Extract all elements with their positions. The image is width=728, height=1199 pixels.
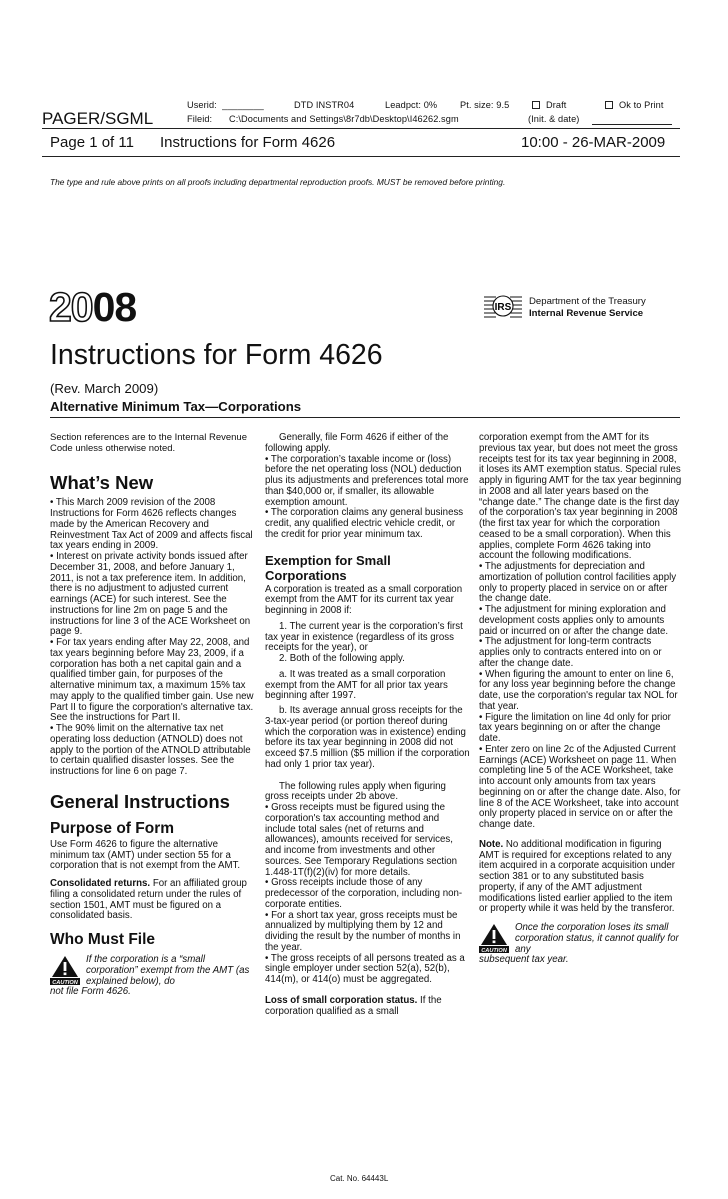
loss-of-status: Loss of small corporation status. If the corporation qualified as a small — [265, 994, 442, 1017]
gross-receipts-bullet: • Gross receipts must be figured using the corporation's tax accounting method and include total sales (net of returns and allowances), amounts received for services, and income from investments and other sources. See Temporary Regulations section 1.448-1T(f)(2)(iv) for more details. — [265, 802, 458, 878]
svg-text:IRS: IRS — [494, 302, 512, 313]
proof-fileid-label: Fileid: — [187, 114, 213, 124]
dept-treasury: Department of the Treasury — [529, 296, 646, 307]
caution-icon — [479, 923, 509, 953]
caution-note — [479, 923, 682, 955]
heading-general-instructions: General Instructions — [50, 790, 230, 812]
proof-init-date: (Init. & date) — [528, 114, 580, 124]
consolidated-returns: Consolidated returns. For an affiliated group filing a consolidated return under the rules of section 1501, AMT must be figured on a consolidated basis. — [50, 878, 247, 922]
column-1 — [50, 433, 256, 998]
exemption-text: A corporation is treated as a small corporation exempt from the AMT for its current tax year beginning in 2008 if: — [265, 583, 463, 616]
proof-doc-title: Instructions for Form 4626 — [160, 134, 336, 151]
gross-receipts-bullet: • For a short tax year, gross receipts must be annualized by multiplying them by 12 and dividing the result by the number of months in the year. — [265, 909, 461, 953]
heading-who-must-file: Who Must File — [50, 931, 156, 949]
proof-fileid: C:\Documents and Settings\8r7db\Desktop\I46262.sgm — [229, 114, 459, 124]
svg-text:CAUTION: CAUTION — [481, 948, 507, 953]
pager-sgml: PAGER/SGML — [42, 109, 154, 128]
irs-eagle-logo — [482, 291, 524, 330]
proof-rule-top — [42, 128, 680, 129]
caution-text: Once the corporation loses its small corporation status, it cannot qualify for any — [515, 922, 679, 955]
whats-new-bullet: • For tax years ending after May 22, 2008, and tax years beginning before May 23, 2009, if a corporation has both a net capital gain and a qualified timber gain, for purposes of the alternative minimum tax, a maximum 15% tax may apply to the qualified timber gain. Use new Part II to figure the corporation's alternative tax. See the instructions for Part II. — [50, 637, 254, 724]
proof-dtd: DTD INSTR04 — [294, 100, 355, 110]
heading-purpose-of-form: Purpose of Form — [50, 819, 175, 837]
modification-bullet: • The adjustment for long-term contracts applies only to contracts entered into on or after the change date. — [479, 636, 662, 669]
whats-new-bullet: • This March 2009 revision of the 2008 Instructions for Form 4626 reflects changes made by the American Recovery and Reinvestment Tax Act of 2009 and affects fiscal tax years ending in 2009. — [50, 497, 253, 552]
note-paragraph: Note. No additional modification in figuring AMT is required for exceptions related to any item acquired in a corporate acquisition under section 381 or to any substituted basis property, if any of the AMT adjustment modifications listed earlier applied to the item or property while it was held by the transferor. — [479, 838, 676, 915]
filing-bullet: • The corporation claims any general business credit, any qualified electric vehicle credit, or the credit for prior year minimum tax. — [265, 507, 464, 540]
proof-leadpct: Leadpct: 0% — [385, 100, 438, 110]
checkbox-icon — [532, 101, 540, 109]
proof-rule-bottom — [42, 156, 680, 157]
draft-checkbox[interactable]: Draft — [532, 100, 566, 110]
proof-page: Page 1 of 11 — [50, 134, 134, 151]
proof-userid: Userid: ________ — [187, 100, 264, 110]
irs-name: Internal Revenue Service — [529, 308, 644, 319]
column-3 — [479, 433, 682, 966]
column-2 — [265, 433, 471, 1017]
init-rule — [592, 124, 672, 125]
proof-note: The type and rule above prints on all proofs including departmental reproduction proofs. MUST be removed before printing. — [50, 177, 506, 187]
catalog-number: Cat. No. 64443L — [330, 1174, 389, 1183]
purpose-text: Use Form 4626 to figure the alternative minimum tax (AMT) under section 55 for a corporation that is not exempt from the AMT. — [50, 838, 241, 872]
whats-new-bullet: • The 90% limit on the alternative tax net operating loss deduction (ATNOLD) does not apply to the portion of the ATNOLD attributable to certain qualified disaster losses. See the instructions for line 6 on page 7. — [50, 723, 251, 778]
heading-whats-new: What’s New — [50, 472, 154, 494]
header-rule — [50, 417, 680, 418]
page-title: Instructions for Form 4626 — [50, 339, 383, 371]
change-date-text: corporation exempt from the AMT for its previous tax year, but does not meet the gross receipts test for its tax year beginning in 2008, it loses its AMT exemption status. Special rules apply in figuring AMT for the tax year beginning in 2008 and all later years based on the “change date.” The change date is the first day of the corporation’s tax year beginning in 2008 (the first tax year for which the corporation ceased to be a small corporation). When this applies, complete Form 4626 taking into account the following modifications. — [479, 432, 682, 562]
gross-receipts-bullet: • The gross receipts of all persons treated as a single employer under section 52(a), 52(b), 414(m), or 414(o) must be aggregated. — [265, 952, 465, 985]
svg-text:CAUTION: CAUTION — [52, 980, 78, 986]
modification-bullet: • Figure the limitation on line 4d only for prior tax years beginning on or after the change date. — [479, 711, 671, 744]
modification-bullet: • The adjustment for mining exploration and development costs applies only to amounts paid or incurred on or after the change date. — [479, 604, 669, 637]
intro-text: Section references are to the Internal Revenue Code unless otherwise noted. — [50, 432, 247, 454]
heading-exemption: Exemption for Small Corporations — [265, 552, 391, 583]
year-mark: 2008 — [49, 284, 137, 330]
revision-date: (Rev. March 2009) — [50, 381, 159, 396]
filing-bullet: • The corporation’s taxable income or (loss) before the net operating loss (NOL) deduction plus its adjustments and preferences total more than $40,000 or, if smaller, its allowable exemption amount. — [265, 453, 469, 508]
whats-new-bullet: • Interest on private activity bonds issued after December 31, 2008, and before January 1, 2011, is not a tax preference item. In addition, there is no adjustment to adjusted current earnings (ACE) for such interest. See the instructions for line 2m on page 5 and the instructions for line 3 of the ACE Worksheet on page 9. — [50, 551, 251, 638]
proof-ptsize: Pt. size: 9.5 — [460, 100, 510, 110]
gross-receipts-rules: The following rules apply when figuring gross receipts under 2b above. — [265, 780, 446, 803]
exemption-item-2: 2. Both of the following apply. — [279, 653, 405, 664]
exemption-item-1: 1. The current year is the corporation’s first tax year in existence (regardless of its gross receipts for the year), or — [265, 620, 463, 654]
caution-icon — [50, 955, 80, 985]
ok-to-print-checkbox[interactable]: Ok to Print — [605, 100, 664, 110]
checkbox-icon — [605, 101, 613, 109]
proof-timestamp: 10:00 - 26-MAR-2009 — [521, 134, 666, 151]
caution-text-cont: not file Form 4626. — [50, 986, 131, 998]
gross-receipts-bullet: • Gross receipts include those of any predecessor of the corporation, including non-corporate entities. — [265, 877, 463, 910]
caution-note — [50, 955, 256, 987]
modification-bullet: • Enter zero on line 2c of the Adjusted Current Earnings (ACE) Worksheet on page 11. When completing line 5 of the ACE Worksheet, take into account only amounts from tax years beginning on or after the change date. Also, for line 8 of the ACE Worksheet, take into account only property placed in service on or after the change date. — [479, 743, 681, 830]
filing-requirement: Generally, file Form 4626 if either of the following apply. — [265, 432, 449, 454]
exemption-item-2a: a. It was treated as a small corporation exempt from the AMT for all prior tax years beginning after 1997. — [265, 668, 448, 702]
modification-bullet: • The adjustments for depreciation and amortization of pollution control facilities apply only to property placed in service on or after the change date. — [479, 561, 677, 605]
caution-text: If the corporation is a “small corporation” exempt from the AMT (as explained below), do — [86, 954, 250, 987]
subtitle: Alternative Minimum Tax—Corporations — [50, 399, 302, 414]
caution-text-cont: subsequent tax year. — [479, 954, 569, 966]
modification-bullet: • When figuring the amount to enter on line 6, for any loss year beginning before the change date, use the corporation's regular tax NOL for that year. — [479, 668, 678, 712]
exemption-item-2b: b. Its average annual gross receipts for the 3-tax-year period (or portion thereof during which the corporation was in existence) ending before its tax year beginning in 2008 did not exceed $7.5 million ($5 million if the corporation had only 1 prior tax year). — [265, 705, 470, 770]
